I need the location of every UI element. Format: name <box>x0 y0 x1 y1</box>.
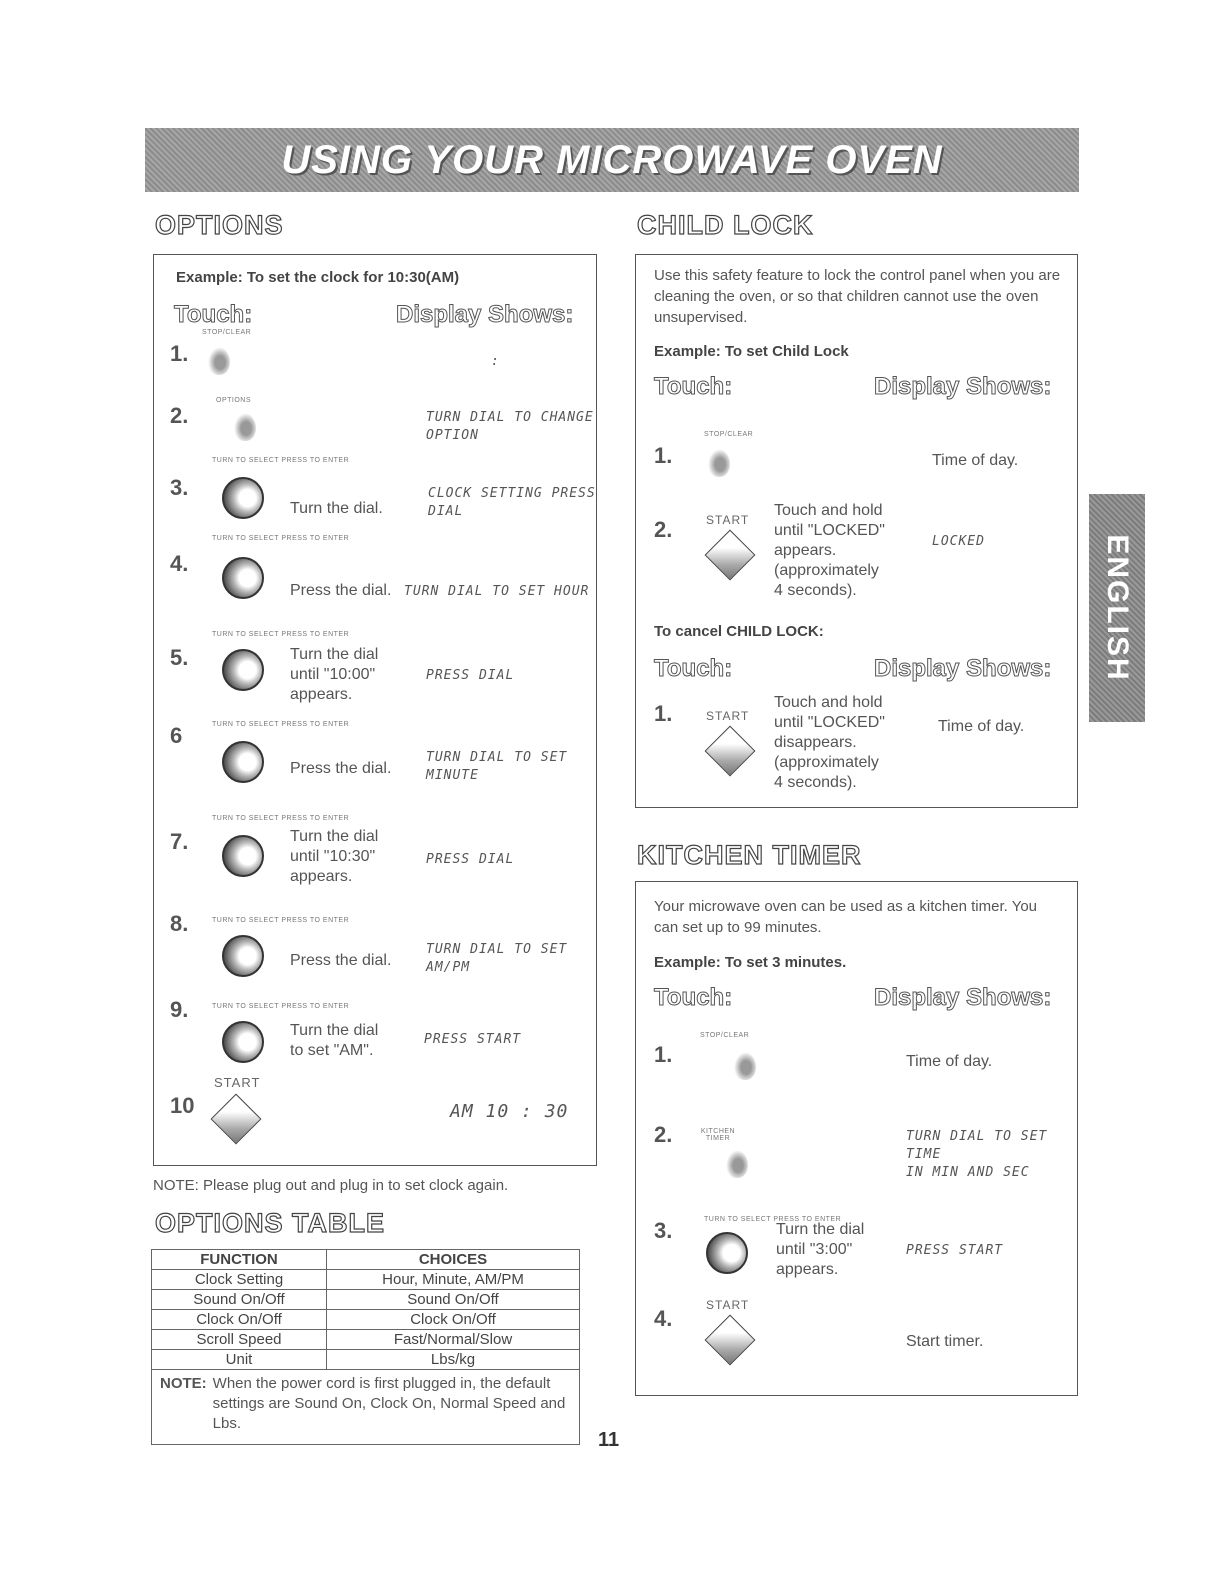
kitchen-timer-example: Example: To set 3 minutes. <box>654 954 847 971</box>
display-text: LOCKED <box>932 534 985 549</box>
table-header: FUNCTION <box>152 1250 327 1270</box>
child-lock-touch-label: Touch: <box>654 373 733 400</box>
step-number: 1. <box>654 1042 673 1067</box>
button-caption: STOP/CLEAR <box>704 431 754 438</box>
kitchen-timer-touch-label: Touch: <box>654 984 733 1011</box>
button-caption: KITCHEN TIMER <box>700 1128 736 1142</box>
button-caption: TURN TO SELECT PRESS TO ENTER <box>212 535 350 542</box>
dial-icon[interactable] <box>222 1021 264 1063</box>
kitchen-timer-box <box>635 881 1078 1396</box>
table-row <box>152 1330 580 1350</box>
step-action: Press the dial. <box>290 760 392 777</box>
table-cell: Lbs/kg <box>327 1350 580 1370</box>
dial-icon[interactable] <box>222 741 264 783</box>
child-lock-example: Example: To set Child Lock <box>654 343 849 360</box>
step-number: 1. <box>654 701 673 726</box>
language-tab <box>1089 494 1145 722</box>
step-number: 3. <box>170 475 189 500</box>
step-number: 1. <box>654 443 673 468</box>
display-text: AM 10 : 30 <box>450 1101 569 1122</box>
step-action: Press the dial. <box>290 952 392 969</box>
child-lock-box <box>635 254 1078 808</box>
display-text: TURN DIAL TO SET TIME IN MIN AND SEC <box>906 1129 1048 1180</box>
table-note-label: NOTE: <box>160 1375 207 1392</box>
dial-icon[interactable] <box>706 1232 748 1274</box>
banner-title: USING YOUR MICROWAVE OVEN <box>281 138 943 182</box>
step-action: Touch and hold until "LOCKED" appears. (approximately 4 seconds). <box>774 502 885 599</box>
step-number: 8. <box>170 911 189 936</box>
stop-clear-button-icon[interactable] <box>208 347 230 375</box>
dial-icon[interactable] <box>222 935 264 977</box>
step-action: Turn the dial. <box>290 500 383 517</box>
button-caption: TURN TO SELECT PRESS TO ENTER <box>704 1216 842 1223</box>
button-caption: START <box>706 1298 750 1312</box>
step-number: 9. <box>170 997 189 1022</box>
step-action: Turn the dial to set "AM". <box>290 1022 379 1059</box>
table-cell: Fast/Normal/Slow <box>327 1330 580 1350</box>
button-caption: TURN TO SELECT PRESS TO ENTER <box>212 1003 350 1010</box>
button-caption: TURN TO SELECT PRESS TO ENTER <box>212 721 350 728</box>
table-cell: Sound On/Off <box>327 1290 580 1310</box>
options-button-icon[interactable] <box>234 413 256 441</box>
step-number: 4. <box>654 1306 673 1331</box>
child-lock-cancel-display-label: Display Shows: <box>874 655 1052 682</box>
button-caption: TURN TO SELECT PRESS TO ENTER <box>212 457 350 464</box>
step-number: 2. <box>654 1122 673 1147</box>
child-lock-display-label: Display Shows: <box>874 373 1052 400</box>
display-text: Time of day. <box>932 452 1019 469</box>
options-display-label: Display Shows: <box>396 301 574 328</box>
step-number: 7. <box>170 829 189 854</box>
start-button-icon[interactable] <box>211 1094 262 1145</box>
table-row <box>152 1270 580 1290</box>
dial-icon[interactable] <box>222 649 264 691</box>
display-text: Time of day. <box>906 1053 993 1070</box>
display-text: TURN DIAL TO SET MINUTE <box>426 750 568 783</box>
display-text: : <box>491 354 500 369</box>
kitchen-timer-display-label: Display Shows: <box>874 984 1052 1011</box>
step-action: Turn the dial until "3:00" appears. <box>776 1221 865 1278</box>
step-number: 2. <box>170 403 189 428</box>
child-lock-intro: Use this safety feature to lock the control panel when you are cleaning the oven, or so that children cannot use the oven unsupervised. <box>654 267 1061 326</box>
button-caption: TURN TO SELECT PRESS TO ENTER <box>212 815 350 822</box>
button-caption: STOP/CLEAR <box>202 329 252 336</box>
options-table-heading: OPTIONS TABLE <box>155 1208 386 1238</box>
start-button-icon[interactable] <box>705 726 756 777</box>
table-cell: Clock On/Off <box>327 1310 580 1330</box>
kitchen-timer-intro: Your microwave oven can be used as a kitchen timer. You can set up to 99 minutes. <box>654 898 1038 936</box>
display-text: PRESS START <box>424 1032 522 1047</box>
display-text: TURN DIAL TO SET HOUR <box>404 584 590 599</box>
table-row <box>152 1350 580 1370</box>
display-text: Start timer. <box>906 1333 984 1350</box>
child-lock-cancel-label: To cancel CHILD LOCK: <box>654 623 824 640</box>
table-cell: Clock Setting <box>152 1270 327 1290</box>
options-table <box>151 1249 580 1445</box>
button-caption: START <box>706 709 750 723</box>
table-header-row <box>152 1250 580 1270</box>
button-caption: TURN TO SELECT PRESS TO ENTER <box>212 917 350 924</box>
step-number: 5. <box>170 645 189 670</box>
child-lock-cancel-touch-label: Touch: <box>654 655 733 682</box>
dial-icon[interactable] <box>222 557 264 599</box>
page-banner <box>145 128 1079 192</box>
start-button-icon[interactable] <box>705 530 756 581</box>
options-example: Example: To set the clock for 10:30(AM) <box>176 269 460 286</box>
options-heading: OPTIONS <box>155 210 284 240</box>
options-box <box>153 254 597 1166</box>
table-cell: Hour, Minute, AM/PM <box>327 1270 580 1290</box>
table-cell: Sound On/Off <box>152 1290 327 1310</box>
step-number: 3. <box>654 1218 673 1243</box>
step-number: 2. <box>654 517 673 542</box>
display-text: CLOCK SETTING PRESS DIAL <box>428 486 596 519</box>
page-number: 11 <box>598 1429 620 1451</box>
display-text: PRESS START <box>906 1243 1004 1258</box>
step-action: Turn the dial until "10:30" appears. <box>290 828 379 885</box>
display-text: PRESS DIAL <box>426 852 515 867</box>
dial-icon[interactable] <box>222 835 264 877</box>
display-text: TURN DIAL TO SET AM/PM <box>426 942 568 975</box>
step-number: 10 <box>170 1093 195 1118</box>
options-note: NOTE: Please plug out and plug in to set clock again. <box>153 1177 509 1194</box>
step-action: Press the dial. <box>290 582 392 599</box>
button-caption: START <box>706 513 750 527</box>
step-action: Turn the dial until "10:00" appears. <box>290 646 379 703</box>
kitchen-timer-button-icon[interactable] <box>726 1150 748 1178</box>
display-text: Time of day. <box>938 718 1025 735</box>
dial-icon[interactable] <box>222 477 264 519</box>
table-row <box>152 1310 580 1330</box>
button-caption: START <box>214 1075 261 1090</box>
table-note-row <box>152 1370 580 1445</box>
display-text: TURN DIAL TO CHANGE OPTION <box>426 410 594 443</box>
table-row <box>152 1290 580 1310</box>
kitchen-timer-heading: KITCHEN TIMER <box>637 840 862 870</box>
table-cell: Scroll Speed <box>152 1330 327 1350</box>
language-tab-label: ENGLISH <box>1101 534 1134 682</box>
table-cell: Clock On/Off <box>152 1310 327 1330</box>
stop-clear-button-icon[interactable] <box>708 449 730 477</box>
table-header: CHOICES <box>327 1250 580 1270</box>
table-cell: Unit <box>152 1350 327 1370</box>
child-lock-heading: CHILD LOCK <box>637 210 814 240</box>
step-number: 1. <box>170 341 189 366</box>
options-touch-label: Touch: <box>174 301 253 328</box>
step-action: Touch and hold until "LOCKED" disappears. (approximately 4 seconds). <box>774 694 885 791</box>
table-note-text: When the power cord is first plugged in, the default settings are Sound On, Clock On, Normal Speed and Lbs. <box>212 1375 566 1432</box>
button-caption: STOP/CLEAR <box>700 1032 750 1039</box>
stop-clear-button-icon[interactable] <box>734 1052 756 1080</box>
display-text: PRESS DIAL <box>426 668 515 683</box>
step-number: 6 <box>170 723 183 748</box>
step-number: 4. <box>170 551 189 576</box>
button-caption: TURN TO SELECT PRESS TO ENTER <box>212 631 350 638</box>
start-button-icon[interactable] <box>705 1315 756 1366</box>
button-caption: OPTIONS <box>216 397 252 404</box>
